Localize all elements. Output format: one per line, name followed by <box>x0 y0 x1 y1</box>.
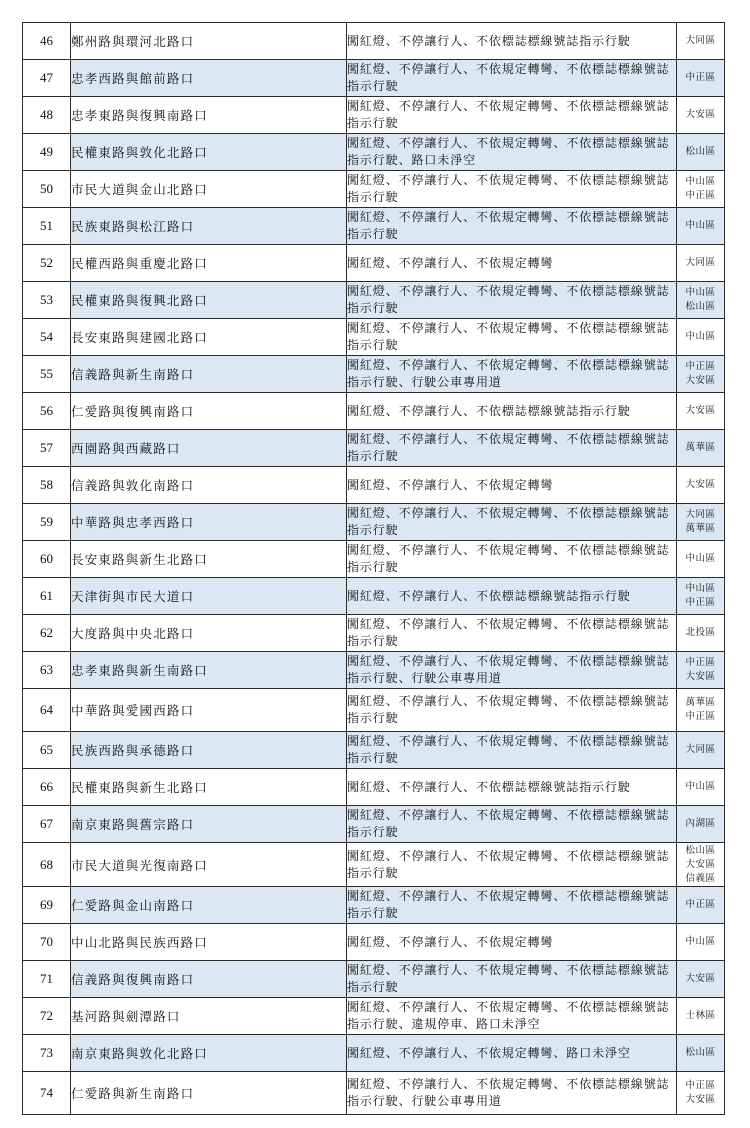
table-row <box>23 97 725 134</box>
intersection-name: 民權東路與新生北路口 <box>71 769 347 806</box>
district-cell <box>677 23 725 60</box>
row-number: 58 <box>23 467 71 504</box>
intersection-name: 南京東路與敦化北路口 <box>71 1035 347 1072</box>
violation-items: 闖紅燈、不停讓行人、不依規定轉彎、不依標誌標線號誌指示行駛 <box>347 961 677 998</box>
table-row <box>23 769 725 806</box>
table-row <box>23 245 725 282</box>
district-name: 大安區 <box>685 375 716 386</box>
district-cell <box>677 319 725 356</box>
intersection-name: 忠孝東路與新生南路口 <box>71 652 347 689</box>
row-number: 72 <box>23 998 71 1035</box>
district-cell <box>677 732 725 769</box>
row-number: 52 <box>23 245 71 282</box>
district-name: 萬華區 <box>685 523 716 534</box>
violation-items: 闖紅燈、不停讓行人、不依規定轉彎、不依標誌標線號誌指示行駛、行駛公車專用道 <box>347 1072 677 1115</box>
district-cell <box>677 1072 725 1115</box>
table-row <box>23 1072 725 1115</box>
district-cell <box>677 961 725 998</box>
row-number: 74 <box>23 1072 71 1115</box>
district-cell <box>677 769 725 806</box>
table-row <box>23 319 725 356</box>
row-number: 60 <box>23 541 71 578</box>
district-name: 中正區 <box>685 899 716 910</box>
violation-items: 闖紅燈、不停讓行人、不依規定轉彎、不依標誌標線號誌指示行駛 <box>347 806 677 843</box>
district-cell <box>677 541 725 578</box>
violation-items: 闖紅燈、不停讓行人、不依規定轉彎、不依標誌標線號誌指示行駛 <box>347 60 677 97</box>
district-cell <box>677 60 725 97</box>
district-name: 大同區 <box>685 744 716 755</box>
table-row <box>23 467 725 504</box>
district-cell <box>677 356 725 393</box>
row-number: 69 <box>23 887 71 924</box>
intersection-name: 民權西路與重慶北路口 <box>71 245 347 282</box>
row-number: 71 <box>23 961 71 998</box>
district-name: 大同區 <box>685 509 716 520</box>
row-number: 57 <box>23 430 71 467</box>
violation-items: 闖紅燈、不停讓行人、不依規定轉彎、不依標誌標線號誌指示行駛 <box>347 208 677 245</box>
intersection-name: 西園路與西藏路口 <box>71 430 347 467</box>
district-name: 萬華區 <box>685 442 716 453</box>
district-name: 大安區 <box>685 973 716 984</box>
intersection-name: 長安東路與新生北路口 <box>71 541 347 578</box>
district-name: 大安區 <box>685 405 716 416</box>
district-name: 松山區 <box>685 146 716 157</box>
violation-items: 闖紅燈、不停讓行人、不依規定轉彎、路口未淨空 <box>347 1035 677 1072</box>
violation-items: 闖紅燈、不停讓行人、不依規定轉彎、不依標誌標線號誌指示行駛、路口未淨空 <box>347 134 677 171</box>
row-number: 73 <box>23 1035 71 1072</box>
district-name: 松山區 <box>685 1047 716 1058</box>
intersection-name: 信義路與復興南路口 <box>71 961 347 998</box>
district-cell <box>677 887 725 924</box>
district-name: 中山區 <box>685 781 716 792</box>
district-cell <box>677 430 725 467</box>
district-cell <box>677 998 725 1035</box>
table-row <box>23 282 725 319</box>
district-name: 中山區 <box>685 287 716 298</box>
district-name: 中山區 <box>685 176 716 187</box>
violation-items: 闖紅燈、不停讓行人、不依規定轉彎、不依標誌標線號誌指示行駛 <box>347 887 677 924</box>
district-cell <box>677 1035 725 1072</box>
intersection-name: 中華路與愛國西路口 <box>71 689 347 732</box>
table-row <box>23 541 725 578</box>
district-cell <box>677 467 725 504</box>
district-name: 中山區 <box>685 331 716 342</box>
row-number: 55 <box>23 356 71 393</box>
table-row <box>23 393 725 430</box>
district-name: 中正區 <box>685 1080 716 1091</box>
table-row <box>23 208 725 245</box>
row-number: 64 <box>23 689 71 732</box>
table-row <box>23 887 725 924</box>
violation-items: 闖紅燈、不停讓行人、不依規定轉彎、不依標誌標線號誌指示行駛 <box>347 97 677 134</box>
table-row <box>23 843 725 887</box>
violation-items: 闖紅燈、不停讓行人、不依規定轉彎、不依標誌標線號誌指示行駛 <box>347 171 677 208</box>
row-number: 49 <box>23 134 71 171</box>
violation-items: 闖紅燈、不停讓行人、不依規定轉彎、不依標誌標線號誌指示行駛 <box>347 843 677 887</box>
violation-items: 闖紅燈、不停讓行人、不依標誌標線號誌指示行駛 <box>347 393 677 430</box>
district-name: 大安區 <box>685 479 716 490</box>
violation-items: 闖紅燈、不停讓行人、不依標誌標線號誌指示行駛 <box>347 769 677 806</box>
district-cell <box>677 615 725 652</box>
table-row <box>23 134 725 171</box>
table-row <box>23 806 725 843</box>
district-name: 內湖區 <box>685 818 716 829</box>
violation-items: 闖紅燈、不停讓行人、不依標誌標線號誌指示行駛 <box>347 23 677 60</box>
table-row <box>23 356 725 393</box>
intersection-name: 民權東路與敦化北路口 <box>71 134 347 171</box>
row-number: 47 <box>23 60 71 97</box>
district-name: 中正區 <box>685 711 716 722</box>
district-name: 中山區 <box>685 936 716 947</box>
row-number: 65 <box>23 732 71 769</box>
row-number: 66 <box>23 769 71 806</box>
district-name: 松山區 <box>685 844 716 856</box>
row-number: 68 <box>23 843 71 887</box>
district-name: 北投區 <box>685 627 716 638</box>
violation-items: 闖紅燈、不停讓行人、不依規定轉彎 <box>347 245 677 282</box>
district-name: 中山區 <box>685 553 716 564</box>
district-name: 萬華區 <box>685 697 716 708</box>
district-cell <box>677 924 725 961</box>
district-cell <box>677 171 725 208</box>
violation-items: 闖紅燈、不停讓行人、不依規定轉彎、不依標誌標線號誌指示行駛 <box>347 504 677 541</box>
intersection-name: 仁愛路與復興南路口 <box>71 393 347 430</box>
table-body <box>23 23 725 1115</box>
district-name: 中山區 <box>685 583 716 594</box>
district-cell <box>677 806 725 843</box>
intersection-name: 基河路與劍潭路口 <box>71 998 347 1035</box>
district-name: 松山區 <box>685 301 716 312</box>
table-row <box>23 615 725 652</box>
table-row <box>23 171 725 208</box>
intersection-name: 信義路與新生南路口 <box>71 356 347 393</box>
intersection-name: 市民大道與金山北路口 <box>71 171 347 208</box>
intersection-name: 市民大道與光復南路口 <box>71 843 347 887</box>
district-cell <box>677 282 725 319</box>
district-name: 中正區 <box>685 190 716 201</box>
violation-items: 闖紅燈、不停讓行人、不依規定轉彎、不依標誌標線號誌指示行駛 <box>347 615 677 652</box>
intersection-name: 中山北路與民族西路口 <box>71 924 347 961</box>
violation-items: 闖紅燈、不停讓行人、不依規定轉彎、不依標誌標線號誌指示行駛、行駛公車專用道 <box>347 652 677 689</box>
district-name: 大安區 <box>685 109 716 120</box>
table-row <box>23 689 725 732</box>
district-cell <box>677 504 725 541</box>
district-cell <box>677 134 725 171</box>
intersection-name: 民權東路與復興北路口 <box>71 282 347 319</box>
row-number: 62 <box>23 615 71 652</box>
table-row <box>23 23 725 60</box>
district-cell <box>677 578 725 615</box>
intersection-name: 忠孝東路與復興南路口 <box>71 97 347 134</box>
violation-items: 闖紅燈、不停讓行人、不依規定轉彎、不依標誌標線號誌指示行駛 <box>347 319 677 356</box>
district-name: 中正區 <box>685 597 716 608</box>
row-number: 63 <box>23 652 71 689</box>
district-cell <box>677 689 725 732</box>
violation-items: 闖紅燈、不停讓行人、不依規定轉彎、不依標誌標線號誌指示行駛 <box>347 541 677 578</box>
intersection-name: 仁愛路與新生南路口 <box>71 1072 347 1115</box>
district-name: 中山區 <box>685 220 716 231</box>
table-row <box>23 504 725 541</box>
violation-items: 闖紅燈、不停讓行人、不依規定轉彎 <box>347 924 677 961</box>
district-name: 中正區 <box>685 657 716 668</box>
table-row <box>23 998 725 1035</box>
table-row <box>23 652 725 689</box>
row-number: 50 <box>23 171 71 208</box>
district-name: 大安區 <box>685 671 716 682</box>
violation-items: 闖紅燈、不停讓行人、不依標誌標線號誌指示行駛 <box>347 578 677 615</box>
intersection-name: 民族西路與承德路口 <box>71 732 347 769</box>
violation-items: 闖紅燈、不停讓行人、不依規定轉彎、不依標誌標線號誌指示行駛 <box>347 689 677 732</box>
row-number: 54 <box>23 319 71 356</box>
row-number: 61 <box>23 578 71 615</box>
violation-table <box>22 22 725 1115</box>
intersection-name: 南京東路與舊宗路口 <box>71 806 347 843</box>
row-number: 59 <box>23 504 71 541</box>
district-cell <box>677 245 725 282</box>
violation-items: 闖紅燈、不停讓行人、不依規定轉彎、不依標誌標線號誌指示行駛 <box>347 732 677 769</box>
district-cell <box>677 652 725 689</box>
violation-items: 闖紅燈、不停讓行人、不依規定轉彎、不依標誌標線號誌指示行駛 <box>347 430 677 467</box>
table-row <box>23 578 725 615</box>
intersection-name: 民族東路與松江路口 <box>71 208 347 245</box>
district-name: 信義區 <box>685 872 716 884</box>
table-row <box>23 732 725 769</box>
district-cell <box>677 843 725 887</box>
intersection-name: 長安東路與建國北路口 <box>71 319 347 356</box>
intersection-name: 信義路與敦化南路口 <box>71 467 347 504</box>
row-number: 53 <box>23 282 71 319</box>
district-cell <box>677 97 725 134</box>
row-number: 67 <box>23 806 71 843</box>
intersection-name: 中華路與忠孝西路口 <box>71 504 347 541</box>
district-name: 中正區 <box>685 72 716 83</box>
district-cell <box>677 393 725 430</box>
violation-items: 闖紅燈、不停讓行人、不依規定轉彎 <box>347 467 677 504</box>
intersection-name: 鄭州路與環河北路口 <box>71 23 347 60</box>
intersection-name: 大度路與中央北路口 <box>71 615 347 652</box>
row-number: 56 <box>23 393 71 430</box>
district-name: 士林區 <box>685 1010 716 1021</box>
district-name: 大安區 <box>685 1094 716 1105</box>
violation-items: 闖紅燈、不停讓行人、不依規定轉彎、不依標誌標線號誌指示行駛、行駛公車專用道 <box>347 356 677 393</box>
intersection-name: 天津街與市民大道口 <box>71 578 347 615</box>
table-row <box>23 60 725 97</box>
violation-items: 闖紅燈、不停讓行人、不依規定轉彎、不依標誌標線號誌指示行駛、違規停車、路口未淨空 <box>347 998 677 1035</box>
district-name: 大安區 <box>685 858 716 870</box>
intersection-name: 仁愛路與金山南路口 <box>71 887 347 924</box>
row-number: 70 <box>23 924 71 961</box>
row-number: 51 <box>23 208 71 245</box>
district-name: 大同區 <box>685 35 716 46</box>
violation-items: 闖紅燈、不停讓行人、不依規定轉彎、不依標誌標線號誌指示行駛 <box>347 282 677 319</box>
intersection-name: 忠孝西路與館前路口 <box>71 60 347 97</box>
row-number: 46 <box>23 23 71 60</box>
district-cell <box>677 208 725 245</box>
table-row <box>23 430 725 467</box>
table-row <box>23 961 725 998</box>
district-name: 中正區 <box>685 361 716 372</box>
district-name: 大同區 <box>685 257 716 268</box>
table-row <box>23 1035 725 1072</box>
row-number: 48 <box>23 97 71 134</box>
table-row <box>23 924 725 961</box>
